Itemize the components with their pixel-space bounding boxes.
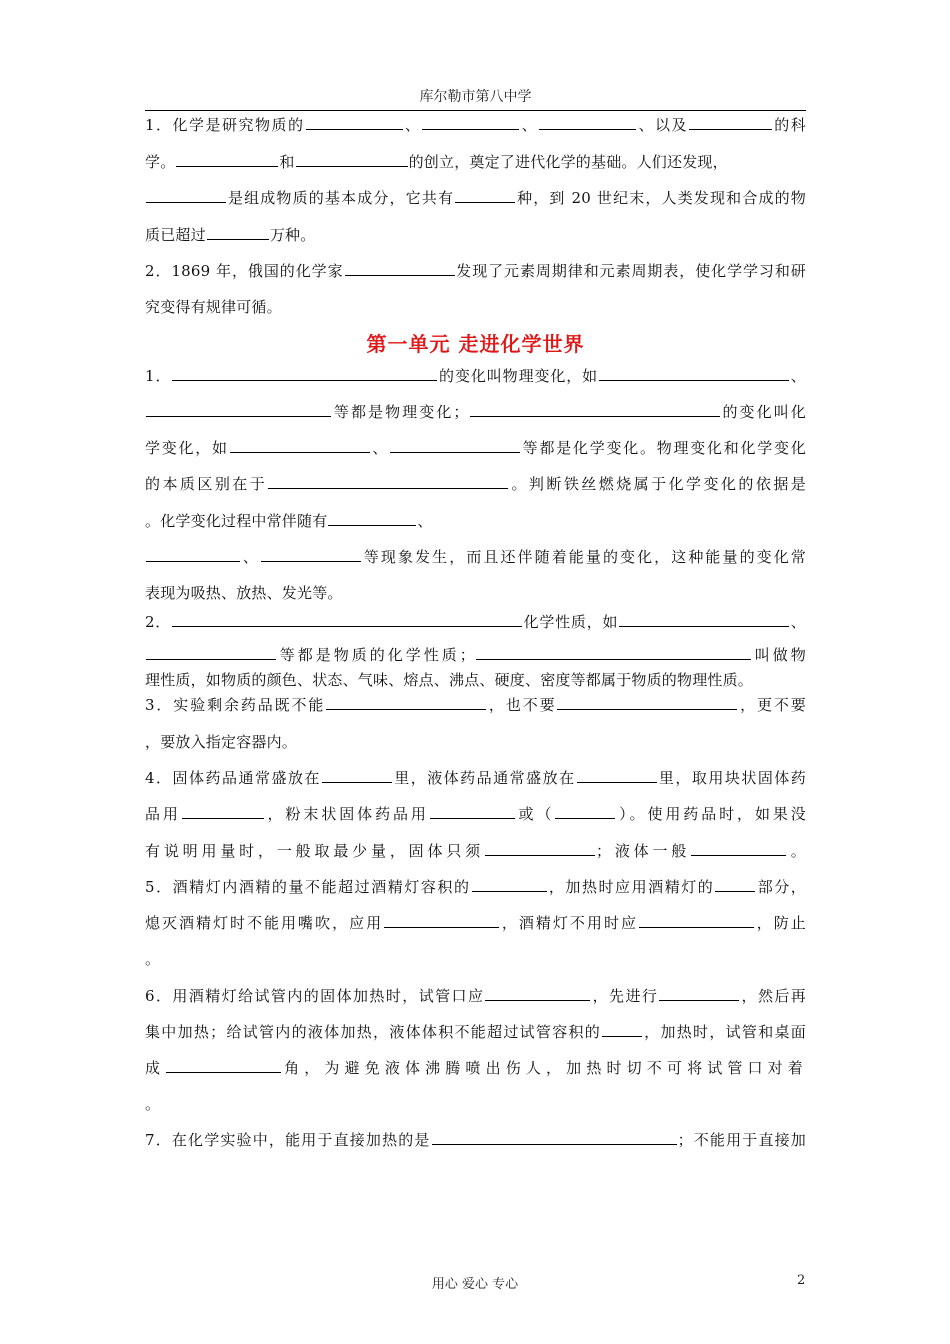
unit-q1-line-6: 、 等现象发生，而且还伴随着能量的变化，这种能量的变化常	[145, 547, 806, 567]
answer-blank[interactable]	[172, 612, 522, 627]
unit-q1-line-3: 学变化，如 、 等都是化学变化。物理变化和化学变化	[145, 439, 807, 457]
answer-blank[interactable]	[268, 474, 508, 489]
answer-blank[interactable]	[146, 645, 276, 660]
answer-blank[interactable]	[146, 188, 226, 203]
page-header	[145, 86, 806, 111]
unit-q4-line-2: 品用 ，粉末状固体药品用 或（ ）。使用药品时，如果没	[145, 805, 806, 823]
answer-blank[interactable]	[577, 768, 657, 783]
unit-q1-line-4: 的本质区别在于 。判断铁丝燃烧属于化学变化的依据是	[145, 475, 807, 493]
unit-q4-line-3: 有说明用量时，一般取最少量，固体只须 ；液体一般 。	[145, 842, 806, 860]
answer-blank[interactable]	[691, 841, 786, 856]
answer-blank[interactable]	[306, 115, 403, 130]
answer-blank[interactable]	[619, 612, 789, 627]
answer-blank[interactable]	[689, 115, 772, 130]
answer-blank[interactable]	[261, 547, 361, 562]
unit-q2-line-1: 2． 化学性质，如 、	[145, 613, 806, 631]
unit-q4-line-1: 4．固体药品通常盛放在 里，液体药品通常盛放在 里，取用块状固体药	[145, 769, 806, 787]
unit-q6-line-3: 成 角，为避免液体沸腾喷出伤人，加热时切不可将试管口对着	[145, 1059, 807, 1077]
answer-blank[interactable]	[432, 1130, 677, 1145]
answer-blank[interactable]	[470, 402, 720, 417]
intro-q1-line-4: 质已超过 万种。	[145, 226, 316, 244]
answer-blank[interactable]	[485, 986, 590, 1001]
answer-blank[interactable]	[166, 1058, 281, 1073]
intro-q2-line-1: 2．1869 年，俄国的化学家 发现了元素周期律和元素周期表，使化学学习和研	[145, 262, 806, 280]
unit-q6-line-4: 。	[145, 1095, 161, 1113]
unit-q3-line-2: ，要放入指定容器内。	[145, 733, 298, 751]
answer-blank[interactable]	[555, 804, 615, 819]
answer-blank[interactable]	[715, 877, 755, 892]
unit-q1-line-7: 表现为吸热、放热、发光等。	[145, 584, 343, 602]
unit-q5-line-3: 。	[145, 950, 161, 968]
answer-blank[interactable]	[146, 547, 240, 562]
unit-q6-line-2: 集中加热；给试管内的液体加热，液体体积不能超过试管容积的 ，加热时，试管和桌面	[145, 1023, 806, 1041]
unit-q5-line-2: 熄灭酒精灯时不能用嘴吹，应用 ，酒精灯不用时应 ，防止	[145, 914, 806, 932]
answer-blank[interactable]	[599, 366, 789, 381]
intro-q1-line-2: 学。 和 的创立，奠定了进代化学的基础。人们还发现，	[145, 153, 728, 171]
answer-blank[interactable]	[455, 188, 515, 203]
answer-blank[interactable]	[602, 1022, 642, 1037]
answer-blank[interactable]	[345, 261, 455, 276]
answer-blank[interactable]	[328, 511, 416, 526]
answer-blank[interactable]	[322, 768, 392, 783]
unit-q1-line-2: 等都是物理变化； 的变化叫化	[145, 402, 806, 422]
answer-blank[interactable]	[639, 913, 754, 928]
answer-blank[interactable]	[172, 366, 437, 381]
answer-blank[interactable]	[485, 841, 595, 856]
unit-title: 第一单元 走进化学世界	[366, 332, 585, 356]
intro-q1-line-3: 是组成物质的基本成分，它共有 种，到 20 世纪末，人类发现和合成的物	[145, 188, 806, 208]
answer-blank[interactable]	[207, 225, 269, 240]
answer-blank[interactable]	[146, 402, 331, 417]
answer-blank[interactable]	[539, 115, 636, 130]
answer-blank[interactable]	[390, 438, 520, 453]
page-footer	[0, 1273, 950, 1292]
unit-q7-line-1: 7．在化学实验中，能用于直接加热的是 ；不能用于直接加	[145, 1131, 806, 1149]
answer-blank[interactable]	[326, 695, 486, 710]
answer-blank[interactable]	[176, 152, 278, 167]
answer-blank[interactable]	[472, 877, 547, 892]
answer-blank[interactable]	[422, 115, 519, 130]
answer-blank[interactable]	[557, 695, 737, 710]
unit-q5-line-1: 5．酒精灯内酒精的量不能超过酒精灯容积的 ，加热时应用酒精灯的 部分，	[145, 878, 806, 896]
school-name: 库尔勒市第八中学	[419, 89, 532, 105]
answer-blank[interactable]	[430, 804, 515, 819]
answer-blank[interactable]	[230, 438, 370, 453]
answer-blank[interactable]	[659, 986, 739, 1001]
unit-q1-line-5: 。化学变化过程中常伴随有 、	[145, 512, 433, 530]
answer-blank[interactable]	[182, 804, 264, 819]
intro-q1-line-1: 1．化学是研究物质的 、 、 、以及 的科	[145, 116, 807, 134]
unit-q3-line-1: 3．实验剩余药品既不能 ，也不要 ，更不要	[145, 696, 806, 714]
unit-q2-line-2: 等都是物质的化学性质； 叫做物	[145, 645, 806, 665]
page-number: 2	[797, 1273, 806, 1288]
unit-q1-line-1: 1． 的变化叫物理变化，如 、	[145, 367, 806, 385]
answer-blank[interactable]	[384, 913, 499, 928]
unit-q6-line-1: 6．用酒精灯给试管内的固体加热时，试管口应 ，先进行 ，然后再	[145, 987, 806, 1005]
answer-blank[interactable]	[296, 152, 408, 167]
intro-q2-line-2: 究变得有规律可循。	[145, 298, 282, 316]
answer-blank[interactable]	[476, 645, 751, 660]
unit-q2-line-3: 理性质，如物质的颜色、状态、气味、熔点、沸点、硬度、密度等都属于物质的物理性质。	[145, 671, 754, 689]
footer-motto: 用心 爱心 专心	[431, 1277, 519, 1292]
